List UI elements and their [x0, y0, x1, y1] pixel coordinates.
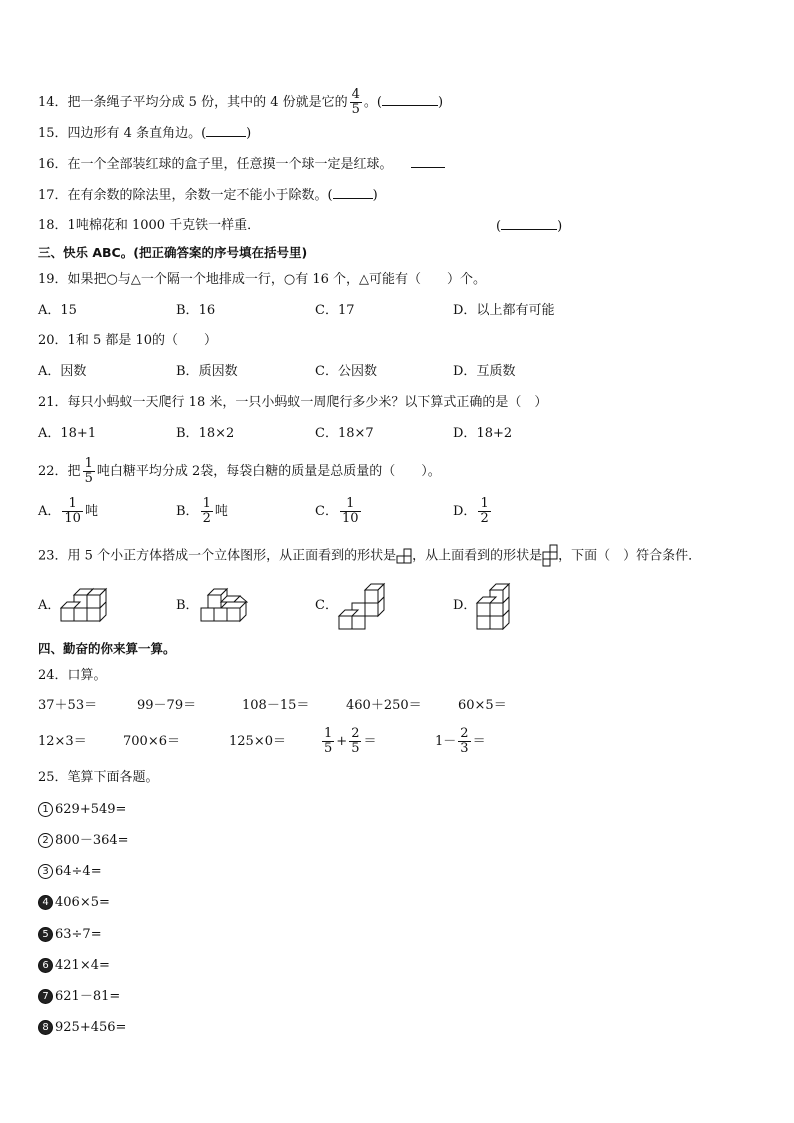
top-view-icon	[542, 543, 558, 569]
calc-item: 460＋250＝	[346, 698, 422, 713]
section-3-heading: 三、快乐 ABC。(把正确答案的序号填在括号里)	[38, 245, 308, 260]
option-a[interactable]: A．18+1	[38, 426, 97, 441]
option-b[interactable]: B．18×2	[176, 426, 235, 441]
written-calc-item: 7 621－81=	[38, 988, 120, 1006]
option-c[interactable]: C． $\frac{1}{10}$	[315, 496, 359, 526]
section-4-heading: 四、勤奋的你来算一算。	[38, 641, 176, 656]
option-a[interactable]: A．因数	[38, 364, 87, 379]
option-a[interactable]: A． $\frac{1}{10}$ 吨	[38, 496, 98, 526]
written-calc-item: 4 406×5=	[38, 894, 110, 912]
option-d[interactable]: D．	[453, 598, 477, 613]
question-19: 19．如果把○与△一个隔一个地排成一行，○有 16 个，△可能有（ ）个。	[38, 272, 487, 287]
question-14: 14．把一条绳子平均分成 5 份，其中的 4 份就是它的 $\frac{4}{5}$ 。( )	[38, 87, 444, 117]
calc-item: 125×0＝	[229, 734, 286, 749]
question-20: 20．1和 5 都是 10的（ ）	[38, 333, 218, 348]
written-calc-item: 1 629+549=	[38, 801, 126, 819]
option-b[interactable]: B． $\frac{1}{2}$ 吨	[176, 496, 228, 526]
option-d[interactable]: D．以上都有可能	[453, 303, 555, 318]
fraction: $\frac{1}{5}$	[84, 456, 93, 486]
question-21: 21．每只小蚂蚁一天爬行 18 米，一只小蚂蚁一周爬行多少米？以下算式正确的是（ ）	[38, 395, 548, 410]
option-c[interactable]: C．17	[315, 303, 355, 318]
fraction: $\frac{4}{5}$	[351, 87, 360, 117]
written-calc-item: 5 63÷7=	[38, 926, 102, 944]
cube-figure-d	[475, 582, 517, 630]
question-24: 24．口算。	[38, 668, 107, 683]
option-b[interactable]: B．16	[176, 303, 216, 318]
calc-item: 12×3＝	[38, 734, 87, 749]
question-23: 23．用 5 个小正方体搭成一个立体图形，从正面看到的形状是 ，从上面看到的形状是 ，下面（ ）符合条件．	[38, 543, 701, 569]
question-17: 17．在有余数的除法里，余数一定不能小于除数。( )	[38, 188, 378, 203]
answer-blank[interactable]	[501, 217, 557, 230]
question-16: 16．在一个全部装红球的盒子里，任意摸一个球一定是红球。	[38, 155, 445, 174]
answer-blank[interactable]	[382, 93, 438, 106]
option-a[interactable]: A．15	[38, 303, 77, 318]
answer-blank[interactable]	[333, 186, 373, 199]
calc-item: 37＋53＝	[38, 698, 98, 713]
option-c[interactable]: C．	[315, 598, 338, 613]
calc-fraction-diff: 1－ $\frac{2}{3}$ ＝	[435, 726, 486, 756]
written-calc-item: 2 800－364=	[38, 832, 129, 850]
question-18-answer: ( )	[496, 219, 563, 234]
calc-item: 60×5＝	[458, 698, 507, 713]
question-25: 25．笔算下面各题。	[38, 770, 159, 785]
written-calc-item: 3 64÷4=	[38, 863, 102, 881]
option-d[interactable]: D．18+2	[453, 426, 513, 441]
option-d[interactable]: D． $\frac{1}{2}$	[453, 496, 489, 526]
question-15: 15．四边形有 4 条直角边。( )	[38, 126, 252, 141]
option-a[interactable]: A．	[38, 598, 61, 613]
question-22: 22．把 $\frac{1}{5}$ 吨白糖平均分成 2袋，每袋白糖的质量是总质量的（ ）。	[38, 456, 441, 486]
written-calc-item: 8 925+456=	[38, 1019, 126, 1037]
option-c[interactable]: C．公因数	[315, 364, 377, 379]
cube-figure-a	[60, 585, 108, 629]
calc-fraction-sum: $\frac{1}{5}$ + $\frac{2}{5}$ ＝	[324, 726, 377, 756]
cube-figure-b	[200, 585, 248, 629]
front-view-icon	[396, 547, 412, 565]
written-calc-item: 6 421×4=	[38, 957, 110, 975]
answer-blank[interactable]	[411, 155, 445, 168]
option-d[interactable]: D．互质数	[453, 364, 516, 379]
calc-item: 99－79＝	[137, 698, 197, 713]
cube-figure-c	[337, 582, 387, 630]
option-c[interactable]: C．18×7	[315, 426, 374, 441]
answer-blank[interactable]	[206, 124, 246, 137]
option-b[interactable]: B．	[176, 598, 199, 613]
calc-item: 700×6＝	[123, 734, 180, 749]
option-b[interactable]: B．质因数	[176, 364, 238, 379]
calc-item: 108－15＝	[242, 698, 310, 713]
question-18: 18．1吨棉花和 1000 千克铁一样重．	[38, 218, 261, 233]
